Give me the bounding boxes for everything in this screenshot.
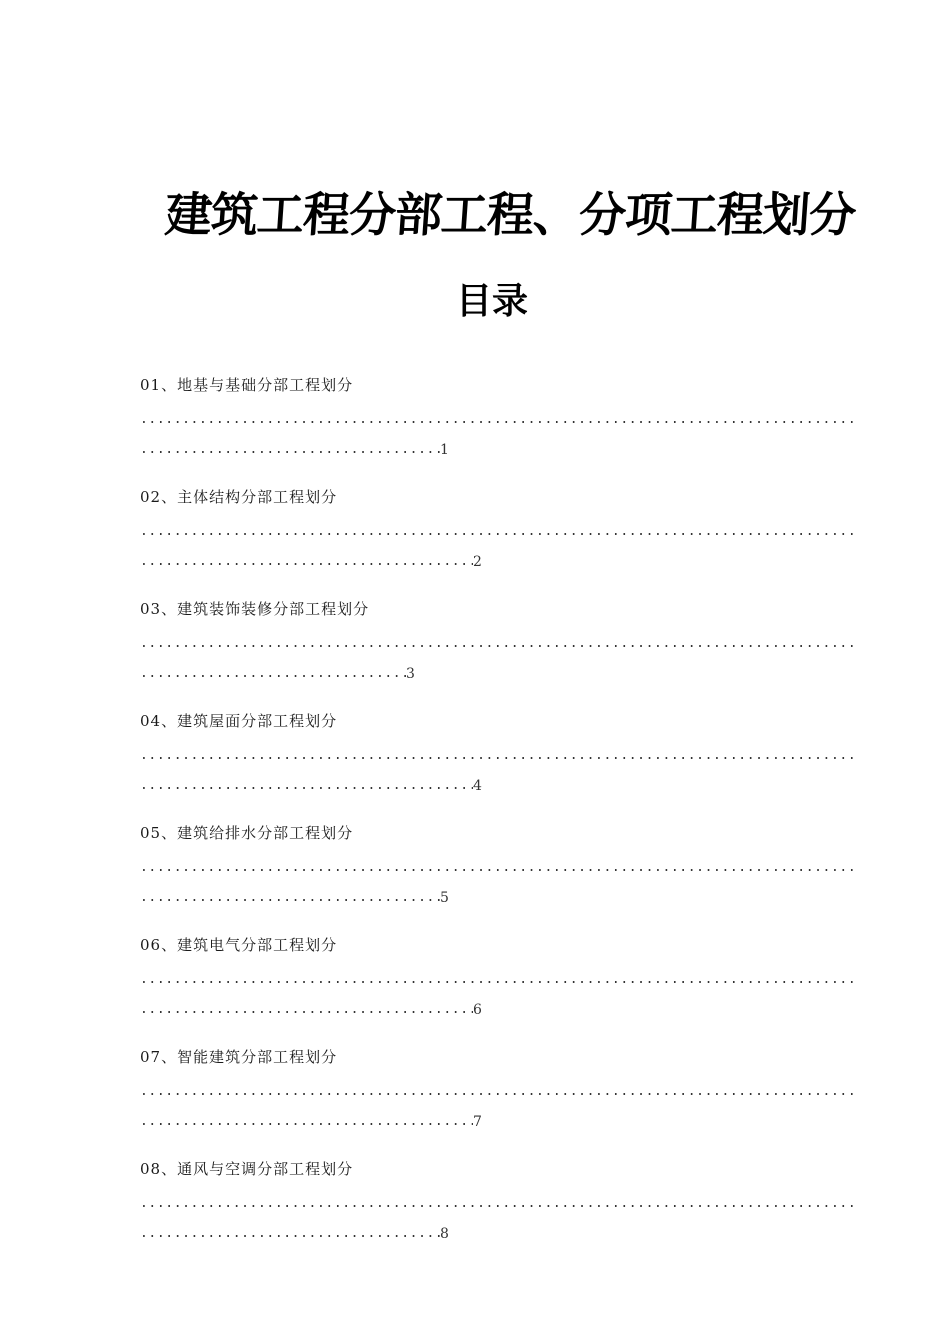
- dot-leader-tail: [140, 888, 450, 908]
- toc-entry-label[interactable]: 01、地基与基础分部工程划分: [140, 376, 354, 394]
- dot-leader-tail: [140, 776, 483, 796]
- toc-page-number[interactable]: 3: [406, 666, 416, 682]
- dot-leader: [140, 634, 858, 654]
- toc-entry[interactable]: [140, 598, 860, 710]
- toc-entry-label[interactable]: 02、主体结构分部工程划分: [140, 488, 338, 506]
- dot-leader: [140, 970, 858, 990]
- dot-leader-tail: [140, 1224, 450, 1244]
- dot-leader-tail: [140, 440, 450, 460]
- toc-page-number[interactable]: 5: [440, 890, 450, 906]
- dot-leader: [140, 1194, 858, 1214]
- dot-leader-tail: [140, 1000, 483, 1020]
- dot-leader-tail: [140, 664, 416, 684]
- toc-entry-label[interactable]: 06、建筑电气分部工程划分: [140, 936, 338, 954]
- toc-page-number[interactable]: 2: [473, 554, 483, 570]
- toc-page-number[interactable]: 6: [473, 1002, 483, 1018]
- toc-entry[interactable]: [140, 1046, 860, 1158]
- dot-leader-tail: [140, 552, 483, 572]
- toc-entry[interactable]: [140, 486, 860, 598]
- toc-page-number[interactable]: 1: [440, 442, 450, 458]
- dot-leader: [140, 1082, 858, 1102]
- toc-page-number[interactable]: 7: [473, 1114, 483, 1130]
- toc-page-number[interactable]: 8: [440, 1226, 450, 1242]
- toc-entry-label[interactable]: 08、通风与空调分部工程划分: [140, 1160, 354, 1178]
- toc-page-number[interactable]: 4: [473, 778, 483, 794]
- toc-entry[interactable]: [140, 1158, 860, 1270]
- dot-leader-tail: [140, 1112, 483, 1132]
- document-title: 建筑工程分部工程、分项工程划分: [163, 188, 857, 243]
- dot-leader: [140, 858, 858, 878]
- toc-entry-label[interactable]: 05、建筑给排水分部工程划分: [140, 824, 354, 842]
- toc-entry-label[interactable]: 04、建筑屋面分部工程划分: [140, 712, 338, 730]
- toc-entry[interactable]: [140, 374, 860, 486]
- dot-leader: [140, 410, 858, 430]
- toc-entry[interactable]: [140, 710, 860, 822]
- toc-entry-label[interactable]: 07、智能建筑分部工程划分: [140, 1048, 338, 1066]
- toc-heading: 目录: [456, 281, 529, 322]
- table-of-contents: [140, 374, 860, 1270]
- dot-leader: [140, 522, 858, 542]
- dot-leader: [140, 746, 858, 766]
- toc-entry-label[interactable]: 03、建筑装饰装修分部工程划分: [140, 600, 370, 618]
- toc-entry[interactable]: [140, 822, 860, 934]
- toc-entry[interactable]: [140, 934, 860, 1046]
